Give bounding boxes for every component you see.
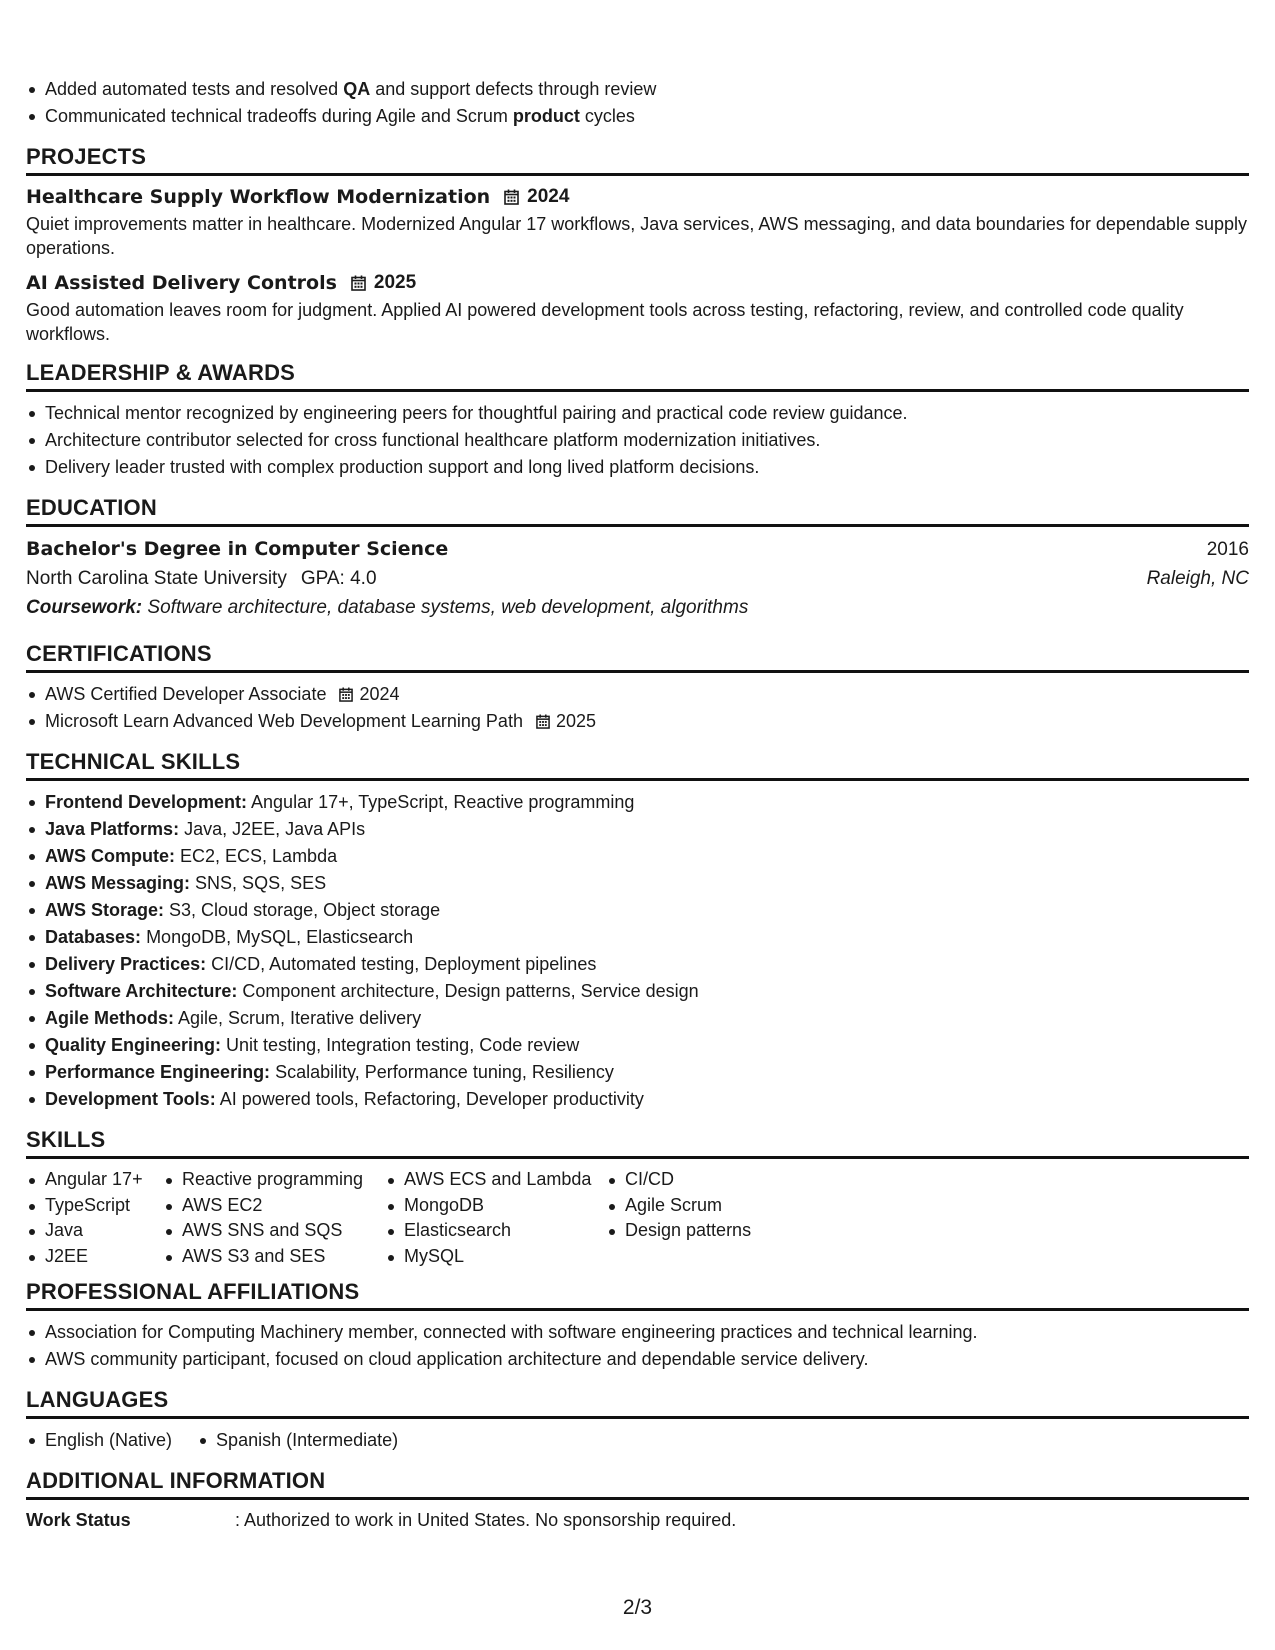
list-item: Elasticsearch [404, 1218, 606, 1244]
project-name: Healthcare Supply Workflow Modernization [26, 186, 491, 208]
list-item [45, 951, 1249, 978]
project-description: Quiet improvements matter in healthcare. Modernized Angular 17 workflows, Java services, AWS messaging, and data boundaries for dependable supply operations. [26, 214, 1247, 258]
certification-name: AWS Certified Developer Associate [45, 684, 327, 704]
list-item [45, 1005, 1249, 1032]
skill-values: CI/CD, Automated testing, Deployment pipelines [211, 954, 597, 974]
skill-category: Databases: [45, 927, 142, 947]
certification-year: 2025 [555, 711, 596, 731]
leadership-section [26, 359, 1249, 481]
coursework-label: Coursework: [26, 597, 143, 618]
list-item: AWS EC2 [182, 1193, 385, 1219]
skill-values: Scalability, Performance tuning, Resiliency [275, 1062, 614, 1082]
skill-category: Quality Engineering: [45, 1035, 222, 1055]
list-item [45, 843, 1249, 870]
section-title: PROFESSIONAL AFFILIATIONS [26, 1278, 1249, 1311]
list-item: English (Native) [45, 1427, 172, 1454]
list-item: Spanish (Intermediate) [216, 1427, 398, 1454]
list-item: Delivery leader trusted with complex production support and long lived platform decisions. [45, 454, 1249, 481]
list-item: AWS SNS and SQS [182, 1218, 385, 1244]
skills-columns [26, 1167, 1249, 1269]
skill-category: AWS Compute: [45, 846, 175, 866]
bullet-text: cycles [579, 106, 635, 126]
skill-values: SNS, SQS, SES [195, 873, 327, 893]
bullet-bold: product [512, 106, 580, 126]
calendar-icon [339, 687, 353, 702]
skill-values: Angular 17+, TypeScript, Reactive programming [251, 792, 635, 812]
list-item [45, 103, 1249, 130]
page-number: 2/3 [622, 1596, 653, 1619]
bullet-text: Communicated technical tradeoffs during Agile and Scrum [45, 106, 513, 126]
leadership-list [26, 400, 1249, 481]
section-title: LEADERSHIP & AWARDS [26, 359, 1249, 392]
bullet-bold: QA [343, 79, 371, 99]
list-item: J2EE [45, 1244, 163, 1270]
list-item [45, 978, 1249, 1005]
list-item: Agile Scrum [625, 1193, 825, 1219]
gpa: GPA: 4.0 [300, 568, 377, 589]
degree: Bachelor's Degree in Computer Science [26, 538, 449, 560]
resume-page [26, 76, 1249, 1532]
list-item: AWS community participant, focused on cloud application architecture and dependable service delivery. [45, 1346, 1249, 1373]
skills-column [26, 1167, 163, 1269]
skill-category: AWS Messaging: [45, 873, 191, 893]
skill-category: Development Tools: [45, 1089, 216, 1109]
list-item [45, 870, 1249, 897]
section-title: ADDITIONAL INFORMATION [26, 1467, 1249, 1500]
list-item [45, 1059, 1249, 1086]
languages-section [26, 1386, 1249, 1454]
calendar-icon [351, 275, 366, 291]
list-item: Reactive programming [182, 1167, 385, 1193]
coursework-value: Software architecture, database systems, web development, algorithms [147, 597, 749, 618]
certification-year: 2024 [359, 684, 400, 704]
skill-category: AWS Storage: [45, 900, 165, 920]
list-item: AWS ECS and Lambda [404, 1167, 606, 1193]
project-title [26, 184, 1249, 210]
list-item: Design patterns [625, 1218, 825, 1244]
school-name: North Carolina State University [26, 568, 287, 589]
list-item [45, 76, 1249, 103]
skill-category: Frontend Development: [45, 792, 248, 812]
list-item: CI/CD [625, 1167, 825, 1193]
skills-column [163, 1167, 385, 1269]
skills-column [606, 1167, 825, 1269]
education-school-row [26, 564, 1249, 593]
section-title: EDUCATION [26, 494, 1249, 527]
skill-category: Software Architecture: [45, 981, 238, 1001]
list-item: MongoDB [404, 1193, 606, 1219]
graduation-year: 2016 [1206, 539, 1249, 560]
list-item: Java [45, 1218, 163, 1244]
education-degree-row [26, 535, 1249, 564]
calendar-icon [504, 189, 519, 205]
list-item [45, 816, 1249, 843]
certifications-section [26, 640, 1249, 735]
skill-values: Java, J2EE, Java APIs [184, 819, 366, 839]
technical-skills-list [26, 789, 1249, 1113]
bullet-text: Added automated tests and resolved [45, 79, 344, 99]
skill-category: Java Platforms: [45, 819, 180, 839]
affiliations-list [26, 1319, 1249, 1373]
project-description: Good automation leaves room for judgment. Applied AI powered development tools across testing, refactoring, review, and controlled code quality workflows. [26, 300, 1184, 344]
skill-category: Agile Methods: [45, 1008, 174, 1028]
education-section [26, 494, 1249, 623]
project-year: 2024 [527, 186, 570, 207]
section-title: CERTIFICATIONS [26, 640, 1249, 673]
list-item [45, 789, 1249, 816]
skill-values: Agile, Scrum, Iterative delivery [178, 1008, 422, 1028]
additional-info-section [26, 1467, 1249, 1532]
list-item: AWS S3 and SES [182, 1244, 385, 1270]
skill-values: Unit testing, Integration testing, Code review [226, 1035, 580, 1055]
project-name: AI Assisted Delivery Controls [26, 272, 337, 294]
list-item: Architecture contributor selected for cross functional healthcare platform modernization initiatives. [45, 427, 1249, 454]
list-item [45, 681, 1249, 708]
projects-section [26, 143, 1249, 346]
languages-list [26, 1427, 1249, 1454]
skill-values: MongoDB, MySQL, Elasticsearch [146, 927, 414, 947]
list-item: Angular 17+ [45, 1167, 163, 1193]
skill-values: Component architecture, Design patterns, Service design [242, 981, 699, 1001]
list-item: Association for Computing Machinery member, connected with software engineering practices and technical learning. [45, 1319, 1249, 1346]
list-item [45, 708, 1249, 735]
experience-bullets [26, 76, 1249, 130]
calendar-icon [536, 714, 550, 729]
list-item [45, 924, 1249, 951]
skill-category: Performance Engineering: [45, 1062, 271, 1082]
list-item [45, 1032, 1249, 1059]
affiliations-section [26, 1278, 1249, 1373]
project-year: 2025 [373, 272, 417, 293]
list-item [45, 897, 1249, 924]
skills-column [385, 1167, 606, 1269]
project-title [26, 270, 1249, 296]
work-status-row [26, 1508, 1249, 1532]
skills-section [26, 1126, 1249, 1269]
work-status-value: : Authorized to work in United States. No sponsorship required. [235, 1510, 737, 1531]
bullet-text: and support defects through review [370, 79, 657, 99]
school-info [26, 564, 377, 593]
coursework [26, 593, 1249, 623]
skill-category: Delivery Practices: [45, 954, 207, 974]
skill-values: AI powered tools, Refactoring, Developer productivity [219, 1089, 644, 1109]
certification-name: Microsoft Learn Advanced Web Development Learning Path [45, 711, 523, 731]
skill-values: EC2, ECS, Lambda [180, 846, 338, 866]
skill-values: S3, Cloud storage, Object storage [169, 900, 441, 920]
section-title: LANGUAGES [26, 1386, 1249, 1419]
list-item: TypeScript [45, 1193, 163, 1219]
certifications-list [26, 681, 1249, 735]
school-location: Raleigh, NC [1146, 568, 1249, 589]
list-item: MySQL [404, 1244, 606, 1270]
section-title: TECHNICAL SKILLS [26, 748, 1249, 781]
technical-skills-section [26, 748, 1249, 1113]
section-title: SKILLS [26, 1126, 1249, 1159]
list-item [45, 1086, 1249, 1113]
list-item: Technical mentor recognized by engineering peers for thoughtful pairing and practical code review guidance. [45, 400, 1249, 427]
work-status-label: Work Status [26, 1510, 131, 1531]
section-title: PROJECTS [26, 143, 1249, 176]
